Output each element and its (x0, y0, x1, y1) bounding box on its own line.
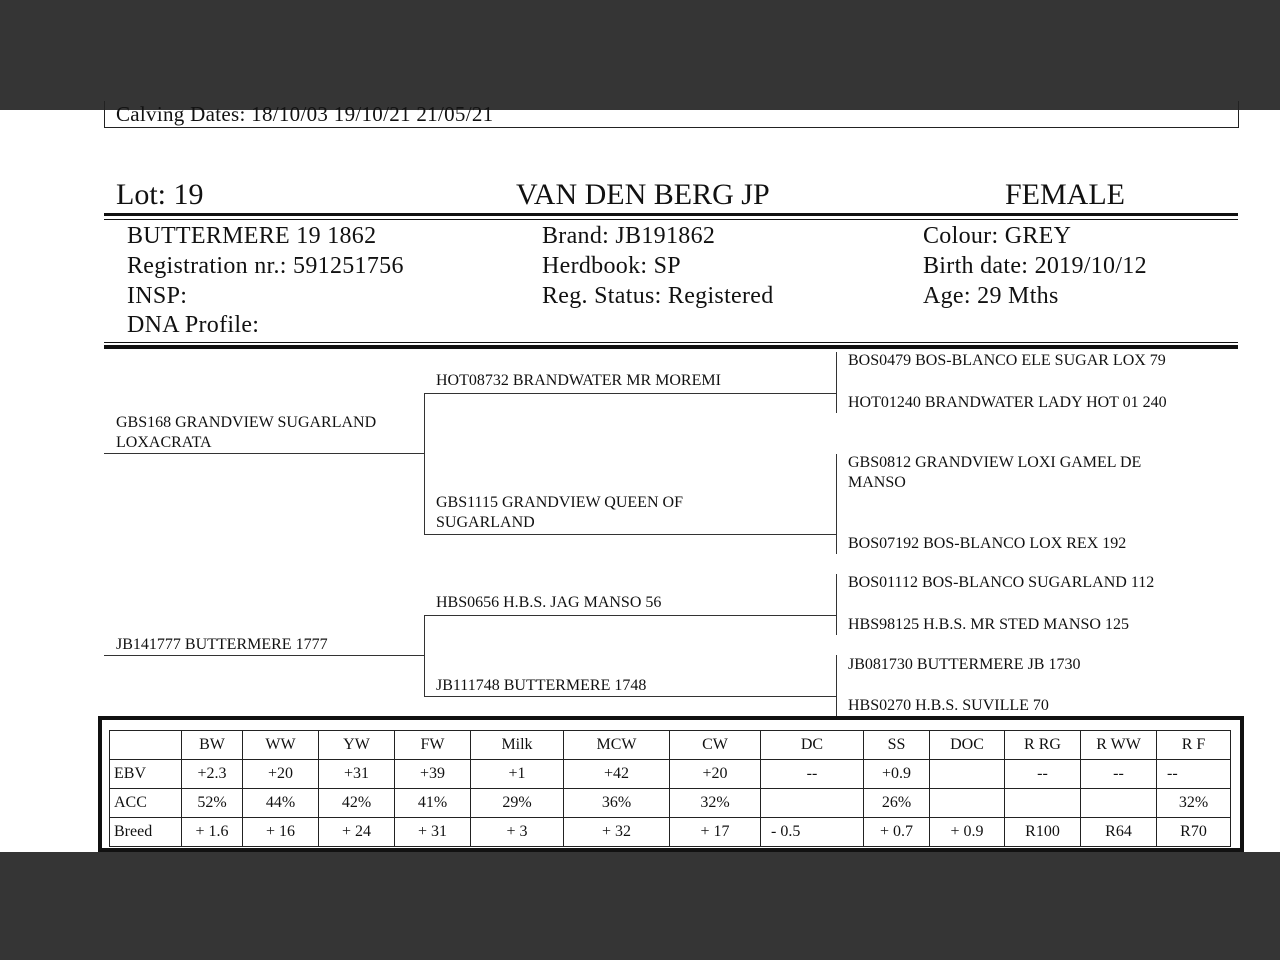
table-cell (930, 789, 1005, 818)
header-cell: Milk (471, 731, 564, 760)
header-cell: R WW (1081, 731, 1157, 760)
table-cell: +20 (670, 760, 761, 789)
table-cell: + 32 (564, 818, 670, 847)
lot-number: Lot: 19 (116, 178, 204, 211)
ggp-bracket-2 (836, 454, 837, 554)
registration-number: Registration nr.: 591251756 (127, 253, 404, 279)
info-rule-thin (104, 342, 1238, 343)
header-cell: YW (319, 731, 395, 760)
dam-dam-line (424, 696, 836, 697)
table-cell: 42% (319, 789, 395, 818)
table-cell (1081, 789, 1157, 818)
sire-line (104, 453, 424, 454)
table-cell: -- (1005, 760, 1081, 789)
ebv-table (109, 730, 1231, 847)
table-cell (930, 760, 1005, 789)
table-cell: + 24 (319, 818, 395, 847)
table-cell: 44% (243, 789, 319, 818)
table-cell: 36% (564, 789, 670, 818)
sire-sire-name: HOT08732 BRANDWATER MR MOREMI (436, 372, 721, 389)
calving-dates-box (104, 101, 1239, 128)
breeder-name: VAN DEN BERG JP (516, 178, 770, 211)
header-rule-thick (104, 213, 1238, 216)
dam-bracket (424, 615, 425, 696)
table-cell: -- (1157, 760, 1231, 789)
ebv-table-frame (98, 716, 1244, 852)
ggp-name-3-line2: MANSO (848, 474, 906, 491)
animal-name: BUTTERMERE 19 1862 (127, 223, 377, 249)
table-cell: 29% (471, 789, 564, 818)
insp-field: INSP: (127, 283, 188, 309)
table-cell: +0.9 (864, 760, 930, 789)
header-cell: BW (182, 731, 243, 760)
table-cell: R70 (1157, 818, 1231, 847)
ggp-name-3-line1: GBS0812 GRANDVIEW LOXI GAMEL DE (848, 454, 1142, 471)
header-cell: R RG (1005, 731, 1081, 760)
header-cell (110, 731, 182, 760)
colour-field: Colour: GREY (923, 223, 1072, 249)
sire-sire-line (424, 393, 836, 394)
sire-bracket (424, 393, 425, 534)
table-cell: +20 (243, 760, 319, 789)
dna-profile-field: DNA Profile: (127, 312, 260, 338)
table-cell: 52% (182, 789, 243, 818)
age-field: Age: 29 Mths (923, 283, 1059, 309)
ggp-name-5: BOS01112 BOS-BLANCO SUGARLAND 112 (848, 574, 1155, 591)
header-rule-thin (104, 219, 1238, 220)
sire-name-line2: LOXACRATA (116, 434, 212, 451)
sire-dam-name-line1: GBS1115 GRANDVIEW QUEEN OF (436, 494, 683, 511)
brand-field: Brand: JB191862 (542, 223, 716, 249)
top-dark-band (0, 0, 1280, 110)
reg-status-field: Reg. Status: Registered (542, 283, 774, 309)
table-cell: + 0.7 (864, 818, 930, 847)
sire-name-line1: GBS168 GRANDVIEW SUGARLAND (116, 414, 377, 431)
dam-sire-line (424, 615, 836, 616)
ggp-name-8: HBS0270 H.B.S. SUVILLE 70 (848, 697, 1049, 714)
table-row (110, 789, 1231, 818)
calving-dates: Calving Dates: 18/10/03 19/10/21 21/05/21 (116, 102, 494, 126)
table-cell: -- (761, 760, 864, 789)
sire-dam-name-line2: SUGARLAND (436, 514, 535, 531)
table-cell: + 31 (395, 818, 471, 847)
header-cell: R F (1157, 731, 1231, 760)
ggp-name-4: BOS07192 BOS-BLANCO LOX REX 192 (848, 535, 1127, 552)
table-cell: 41% (395, 789, 471, 818)
table-cell: 26% (864, 789, 930, 818)
row-label: EBV (110, 760, 182, 789)
table-cell: + 3 (471, 818, 564, 847)
ggp-bracket-1 (836, 352, 837, 413)
ggp-name-6: HBS98125 H.B.S. MR STED MANSO 125 (848, 616, 1129, 633)
table-cell: + 1.6 (182, 818, 243, 847)
dam-name: JB141777 BUTTERMERE 1777 (116, 636, 328, 653)
table-row (110, 760, 1231, 789)
ggp-bracket-4 (836, 655, 837, 716)
birth-date-field: Birth date: 2019/10/12 (923, 253, 1147, 279)
header-cell: SS (864, 731, 930, 760)
table-cell: R100 (1005, 818, 1081, 847)
table-cell: - 0.5 (761, 818, 864, 847)
table-cell: +39 (395, 760, 471, 789)
ggp-name-1: BOS0479 BOS-BLANCO ELE SUGAR LOX 79 (848, 352, 1166, 369)
sire-dam-line (424, 534, 836, 535)
table-cell: +2.3 (182, 760, 243, 789)
ggp-name-7: JB081730 BUTTERMERE JB 1730 (848, 656, 1081, 673)
header-cell: WW (243, 731, 319, 760)
table-cell: -- (1081, 760, 1157, 789)
header-cell: FW (395, 731, 471, 760)
dam-sire-name: HBS0656 H.B.S. JAG MANSO 56 (436, 594, 662, 611)
dam-line (104, 655, 424, 656)
table-cell: R64 (1081, 818, 1157, 847)
row-label: Breed (110, 818, 182, 847)
table-cell: +31 (319, 760, 395, 789)
table-cell (761, 789, 864, 818)
bottom-dark-band (0, 852, 1280, 960)
header-cell: DOC (930, 731, 1005, 760)
table-cell: 32% (1157, 789, 1231, 818)
table-cell: +1 (471, 760, 564, 789)
table-cell: +42 (564, 760, 670, 789)
table-cell: + 0.9 (930, 818, 1005, 847)
dam-dam-name: JB111748 BUTTERMERE 1748 (436, 677, 647, 694)
table-cell: 32% (670, 789, 761, 818)
table-row (110, 818, 1231, 847)
table-cell: + 17 (670, 818, 761, 847)
ebv-header-row (110, 731, 1231, 760)
herdbook-field: Herdbook: SP (542, 253, 681, 279)
ggp-name-2: HOT01240 BRANDWATER LADY HOT 01 240 (848, 394, 1167, 411)
ggp-bracket-3 (836, 574, 837, 635)
header-cell: CW (670, 731, 761, 760)
row-label: ACC (110, 789, 182, 818)
table-cell: + 16 (243, 818, 319, 847)
table-cell (1005, 789, 1081, 818)
animal-sex: FEMALE (1005, 178, 1125, 211)
header-cell: DC (761, 731, 864, 760)
header-cell: MCW (564, 731, 670, 760)
info-rule-thick (104, 345, 1238, 349)
